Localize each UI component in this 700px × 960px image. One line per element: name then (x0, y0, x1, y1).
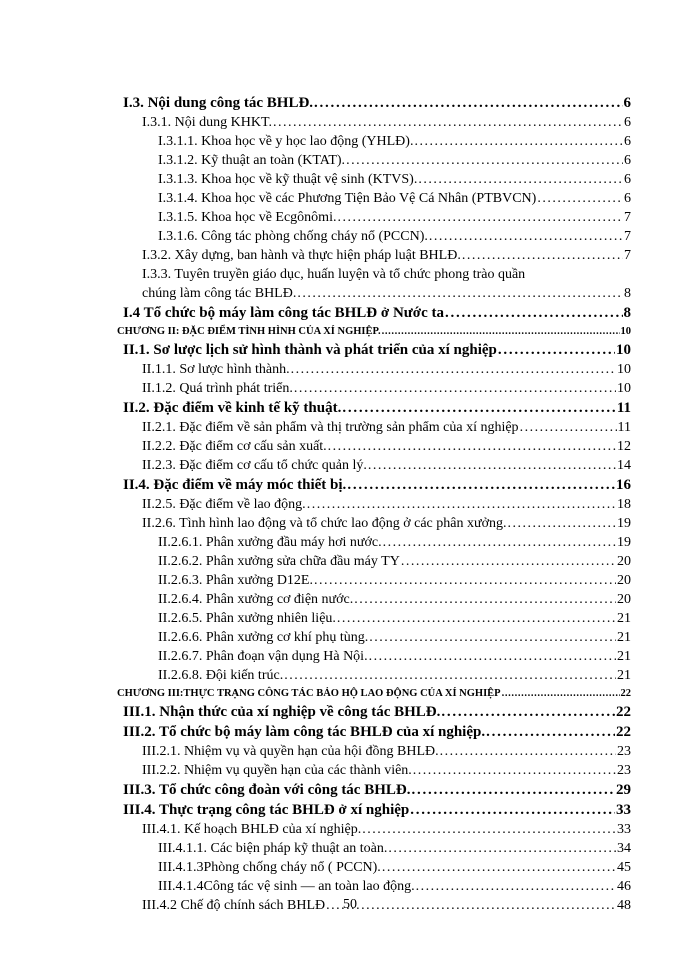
toc-entry-page: 6 (624, 115, 631, 130)
toc-entry-page: 23 (617, 763, 631, 778)
toc-entry-title: I.3.2. Xây dựng, ban hành và thực hiện pháp luật BHLĐ. (142, 248, 461, 263)
toc-entry[interactable] (117, 170, 631, 189)
toc-entry-title: III.2.2. Nhiệm vụ quyền hạn của các thành viên. (142, 763, 412, 778)
toc-entry-title: II.2.1. Đặc điểm về sản phẩm và thị trường sản phẩm của xí nghiệp (142, 420, 519, 435)
toc-entry[interactable] (117, 820, 631, 839)
toc-entry-page: 6 (624, 191, 631, 206)
toc-entry-title: I.3.1.4. Khoa học về các Phương Tiện Bảo Vệ Cá Nhân (PTBVCN) (158, 191, 537, 206)
dot-leader (383, 533, 616, 552)
dot-leader (413, 761, 616, 780)
toc-entry-title: I.3.1. Nội dung KHKT. (142, 115, 273, 130)
toc-entry[interactable] (117, 303, 631, 323)
toc-entry-page: 10 (616, 342, 631, 358)
toc-entry-title: CHƯƠNG III:THỰC TRẠNG CÔNG TÁC BẢO HỘ LAO ĐỘNG CỦA XÍ NGHIỆP (117, 688, 501, 699)
toc-entry-page: 22 (620, 688, 631, 699)
toc-entry[interactable] (117, 702, 631, 722)
toc-entry-title: III.4.2 Chế độ chính sách BHLĐ (142, 898, 326, 913)
toc-entry-page: 8 (624, 286, 631, 301)
dot-leader (291, 360, 616, 379)
toc-entry-title: III.2. Tổ chức bộ máy làm công tác BHLĐ của xí nghiệp. (123, 724, 486, 740)
dot-leader (342, 398, 615, 418)
toc-entry-page: 20 (617, 573, 631, 588)
toc-entry-page: 33 (617, 822, 631, 837)
toc-entry[interactable] (117, 666, 631, 685)
toc-entry[interactable] (117, 151, 631, 170)
toc-entry-page: 14 (617, 458, 631, 473)
toc-entry[interactable] (117, 189, 631, 208)
dot-leader (284, 666, 616, 685)
dot-leader (416, 877, 616, 896)
toc-entry-title: I.3.1.1. Khoa học về y học lao động (YHLĐ). (158, 134, 414, 149)
dot-leader (486, 722, 615, 742)
toc-entry-title: II.4. Đặc điểm về máy móc thiết bị. (123, 477, 347, 493)
toc-entry-page: 20 (617, 592, 631, 607)
toc-entry[interactable] (117, 780, 631, 800)
toc-entry-page: 34 (617, 841, 631, 856)
toc-entry-title: II.2.6.4. Phân xưởng cơ điện nước. (158, 592, 354, 607)
toc-entry[interactable] (117, 495, 631, 514)
toc-entry[interactable] (117, 533, 631, 552)
toc-entry[interactable] (117, 132, 631, 151)
dot-leader (314, 93, 622, 113)
toc-entry-title: II.2.6.6. Phân xưởng cơ khí phụ tùng. (158, 630, 369, 645)
toc-entry-title: II.1.2. Quá trình phát triển. (142, 381, 293, 396)
toc-entry-title: II.2. Đặc điểm về kinh tế kỹ thuật. (123, 400, 342, 416)
toc-entry-title: III.4.1.3Phòng chống cháy nổ ( PCCN). (158, 860, 381, 875)
dot-leader (418, 170, 623, 189)
toc-entry[interactable] (117, 609, 631, 628)
dot-leader (502, 685, 620, 702)
dot-leader (369, 628, 616, 647)
toc-entry[interactable] (117, 514, 631, 533)
dot-leader (414, 132, 623, 151)
toc-entry-page: 6 (624, 153, 631, 168)
dot-leader (354, 590, 616, 609)
toc-entry[interactable] (117, 858, 631, 877)
toc-entry[interactable] (117, 877, 631, 896)
dot-leader (294, 379, 616, 398)
dot-leader (337, 609, 616, 628)
toc-entry-page: 21 (617, 668, 631, 683)
toc-entry-page: 8 (623, 305, 631, 321)
toc-entry-page: 22 (616, 724, 631, 740)
toc-entry[interactable] (117, 398, 631, 418)
toc-entry-page: 6 (624, 172, 631, 187)
toc-entry-title: I.3.1.2. Kỹ thuật an toàn (KTAT). (158, 153, 346, 168)
toc-entry-title: I.3. Nội dung công tác BHLĐ. (123, 95, 314, 111)
toc-entry-title: III.4.1. Kế hoạch BHLĐ của xí nghiệp. (142, 822, 362, 837)
toc-entry-page: 6 (623, 95, 631, 111)
dot-leader (401, 552, 616, 571)
toc-entry[interactable] (117, 246, 631, 265)
dot-leader (328, 437, 616, 456)
toc-entry-title: I.3.1.6. Công tác phòng chống cháy nổ (PCCN). (158, 229, 428, 244)
toc-entry[interactable] (117, 722, 631, 742)
toc-entry[interactable] (117, 265, 631, 303)
dot-leader (337, 208, 623, 227)
dot-leader (410, 800, 615, 820)
toc-entry[interactable] (117, 742, 631, 761)
toc-entry-title: I.3.1.3. Khoa học về kỹ thuật vệ sinh (KTVS). (158, 172, 418, 187)
dot-leader (368, 456, 616, 475)
toc-entry[interactable] (117, 93, 631, 113)
toc-entry-title: II.2.6.5. Phân xưởng nhiên liệu. (158, 611, 336, 626)
toc-entry-title-continued: chúng làm công tác BHLĐ. (142, 286, 297, 301)
toc-entry-page: 20 (617, 554, 631, 569)
toc-entry[interactable] (117, 800, 631, 820)
toc-entry-page: 33 (616, 802, 631, 818)
toc-entry-page: 22 (616, 704, 631, 720)
toc-entry[interactable] (117, 552, 631, 571)
dot-leader (314, 571, 616, 590)
dot-leader (388, 839, 616, 858)
toc-entry-page: 10 (620, 326, 631, 337)
dot-leader (498, 340, 615, 360)
toc-entry[interactable] (117, 761, 631, 780)
dot-leader (441, 702, 615, 722)
toc-entry[interactable] (117, 360, 631, 379)
toc-entry-page: 45 (617, 860, 631, 875)
toc-entry-title: II.2.2. Đặc điểm cơ cấu sản xuất. (142, 439, 327, 454)
dot-leader (411, 780, 615, 800)
toc-entry-page: 7 (624, 229, 631, 244)
table-of-contents (117, 93, 631, 915)
toc-entry[interactable] (117, 590, 631, 609)
toc-entry-page: 29 (616, 782, 631, 798)
toc-entry-title: CHƯƠNG II: ĐẶC ĐIỂM TÌNH HÌNH CỦA XÍ NGHIỆP. (117, 326, 381, 337)
toc-entry-title: II.2.3. Đặc điểm cơ cấu tổ chức quản lý. (142, 458, 367, 473)
toc-entry-title: III.4.1.4Công tác vệ sinh — an toàn lao động. (158, 879, 415, 894)
dot-leader (537, 189, 623, 208)
toc-entry-page: 48 (617, 898, 631, 913)
toc-entry-title: III.1. Nhận thức của xí nghiệp về công tác BHLĐ. (123, 704, 441, 720)
toc-entry-title: II.1.1. Sơ lược hình thành. (142, 362, 290, 377)
dot-leader (440, 742, 616, 761)
dot-leader (273, 113, 623, 132)
toc-entry[interactable] (117, 208, 631, 227)
toc-entry[interactable] (117, 647, 631, 666)
toc-entry-page: 19 (617, 535, 631, 550)
toc-entry-title: III.4. Thực trạng công tác BHLĐ ở xí nghiệp (123, 802, 410, 818)
toc-entry-title: II.2.5. Đặc điểm về lao động. (142, 497, 306, 512)
toc-entry[interactable] (117, 475, 631, 495)
toc-entry-page: 19 (617, 516, 631, 531)
toc-entry-title: III.3. Tổ chức công đoàn với công tác BHLĐ. (123, 782, 411, 798)
dot-leader (520, 418, 617, 437)
toc-entry[interactable] (117, 113, 631, 132)
toc-entry-page: 16 (616, 477, 631, 493)
toc-entry-page: 11 (616, 400, 631, 416)
toc-entry-title: I.3.3. Tuyên truyền giáo dục, huấn luyện và tổ chức phong trào quần (142, 267, 526, 282)
toc-entry[interactable] (117, 340, 631, 360)
dot-leader (445, 303, 623, 323)
dot-leader (507, 514, 616, 533)
toc-entry-page: 10 (617, 381, 631, 396)
dot-leader (462, 246, 623, 265)
toc-entry-page: 7 (624, 248, 631, 263)
toc-entry-title: I.4 Tổ chức bộ máy làm công tác BHLĐ ở Nước ta (123, 305, 444, 321)
toc-entry-title: II.2.6. Tình hình lao động và tổ chức lao động ở các phân xưởng. (142, 516, 507, 531)
toc-entry[interactable] (117, 839, 631, 858)
toc-entry[interactable] (117, 379, 631, 398)
dot-leader (362, 820, 616, 839)
toc-chapter-heading[interactable] (117, 685, 631, 702)
toc-entry-page: 12 (617, 439, 631, 454)
toc-entry-page: 21 (617, 649, 631, 664)
toc-entry-page: 23 (617, 744, 631, 759)
dot-leader (347, 475, 615, 495)
toc-entry-page: 46 (617, 879, 631, 894)
toc-chapter-heading[interactable] (117, 323, 631, 340)
toc-entry-title: II.2.6.2. Phân xưởng sửa chữa đầu máy TY (158, 554, 400, 569)
dot-leader (307, 495, 616, 514)
toc-entry-page: 21 (617, 630, 631, 645)
toc-entry-title: II.2.6.3. Phân xưởng D12E. (158, 573, 313, 588)
toc-entry-page: 18 (617, 497, 631, 512)
toc-entry[interactable] (117, 437, 631, 456)
toc-entry-title: III.4.1.1. Các biện pháp kỹ thuật an toàn. (158, 841, 388, 856)
toc-entry-page: 10 (617, 362, 631, 377)
toc-entry[interactable] (117, 628, 631, 647)
toc-entry-title: I.3.1.5. Khoa học về Ecgônômi. (158, 210, 337, 225)
dot-leader (297, 284, 623, 303)
dot-leader (382, 858, 616, 877)
toc-entry-page: 7 (624, 210, 631, 225)
toc-entry-title: II.2.6.1. Phân xưởng đầu máy hơi nước. (158, 535, 382, 550)
toc-entry-page: 6 (624, 134, 631, 149)
page-number: 50 (343, 897, 357, 912)
toc-entry[interactable] (117, 227, 631, 246)
dot-leader (429, 227, 623, 246)
dot-leader (346, 151, 623, 170)
toc-entry-title: II.2.6.8. Đội kiến trúc. (158, 668, 284, 683)
toc-entry[interactable] (117, 571, 631, 590)
toc-entry-title: II.1. Sơ lược lịch sử hình thành và phát triển của xí nghiệp (123, 342, 497, 358)
dot-leader (369, 647, 616, 666)
toc-entry[interactable] (117, 456, 631, 475)
toc-entry-page: 11 (617, 420, 631, 435)
toc-entry-title: II.2.6.7. Phân đoạn vận dụng Hà Nội. (158, 649, 368, 664)
toc-entry[interactable] (117, 418, 631, 437)
toc-entry-page: 21 (617, 611, 631, 626)
toc-entry-title: III.2.1. Nhiệm vụ và quyền hạn của hội đồng BHLĐ. (142, 744, 439, 759)
dot-leader (382, 323, 620, 340)
